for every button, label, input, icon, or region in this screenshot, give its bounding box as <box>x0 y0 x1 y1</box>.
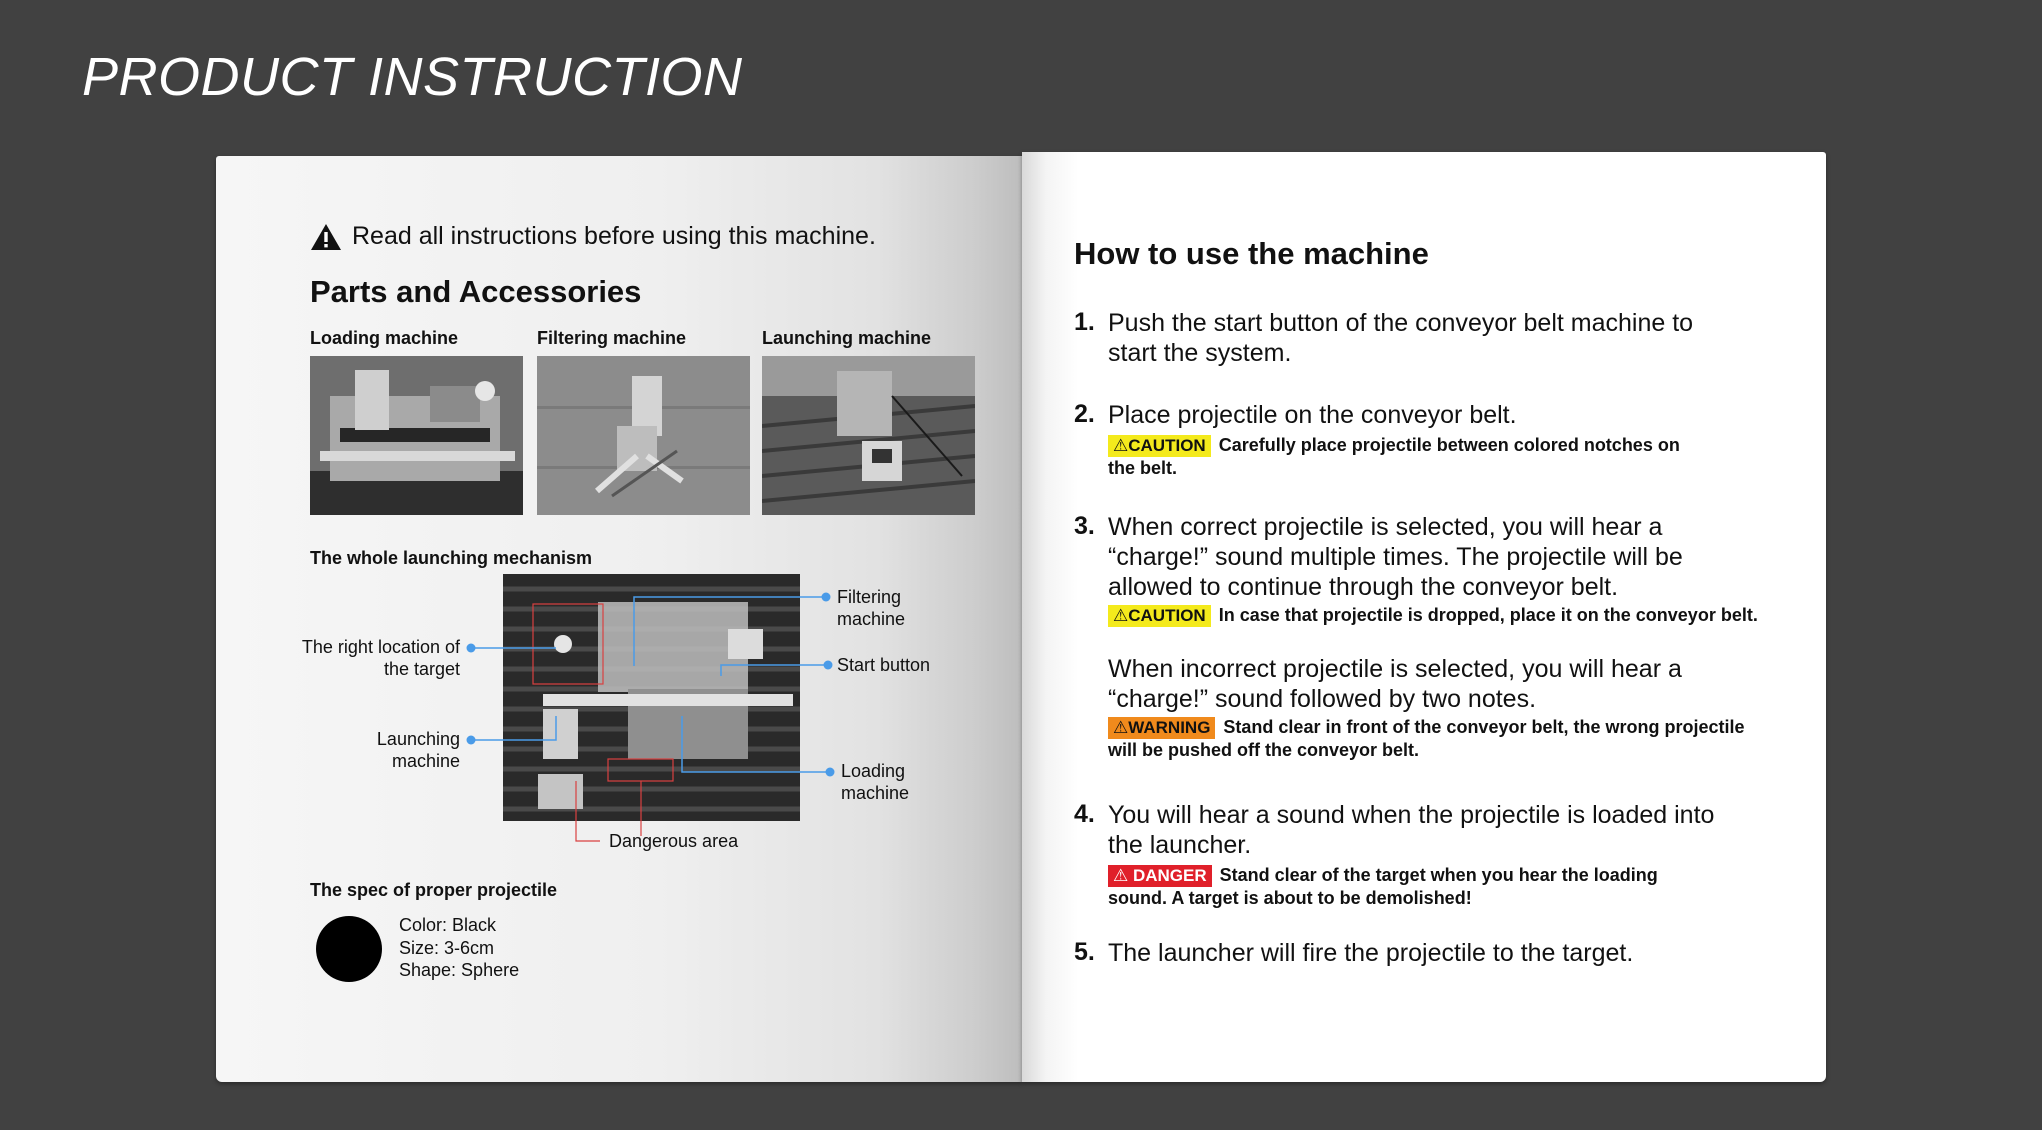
step-text-incorrect: When incorrect projectile is selected, you will hear a “charge!” sound followed by two notes. <box>1108 655 1682 713</box>
step-number: 5. <box>1074 938 1095 966</box>
callout-target: The right location of the target <box>301 637 460 679</box>
spec-heading: The spec of proper projectile <box>310 880 558 900</box>
right-page <box>1022 152 1826 1082</box>
part-label-filtering: Filtering machine <box>537 328 687 348</box>
caution-badge: ⚠CAUTION <box>1108 605 1211 627</box>
step-text: You will hear a sound when the projectile is loaded into the launcher. <box>1108 801 1715 859</box>
callout-launching: Launching machine <box>376 729 460 771</box>
instruction-booklet <box>216 152 1826 1084</box>
step-text: Push the start button of the conveyor belt machine to start the system. <box>1108 309 1694 367</box>
projectile-spec <box>399 914 519 982</box>
step-text: The launcher will fire the projectile to the target. <box>1108 939 1634 967</box>
callout-danger: Dangerous area <box>609 831 739 851</box>
step-text: When correct projectile is selected, you will hear a “charge!” sound multiple times. The projectile will be allowed to continue through the conveyor belt. <box>1108 513 1683 601</box>
callout-start: Start button <box>837 655 931 675</box>
callout-loading: Loading machine <box>841 761 910 803</box>
notice-text: Read all instructions before using this machine. <box>352 222 876 250</box>
spec-color: Color: Black <box>399 915 497 935</box>
step-number: 4. <box>1074 800 1095 828</box>
page-title: PRODUCT INSTRUCTION <box>82 47 743 107</box>
part-label-launching: Launching machine <box>762 328 932 348</box>
spec-size: Size: 3-6cm <box>399 937 495 958</box>
caution-note: ⚠CAUTION Carefully place projectile between colored notches on the belt. <box>1108 435 1680 478</box>
step-number: 3. <box>1074 512 1095 540</box>
parts-heading: Parts and Accessories <box>310 274 642 309</box>
step-number: 2. <box>1074 400 1095 428</box>
caution-badge: ⚠CAUTION <box>1108 435 1211 457</box>
part-label-loading: Loading machine <box>310 328 459 348</box>
spec-shape: Shape: Sphere <box>399 960 520 980</box>
how-to-heading: How to use the machine <box>1074 236 1429 271</box>
projectile-ball <box>316 916 382 982</box>
step-text: Place projectile on the conveyor belt. <box>1108 401 1517 429</box>
step-number: 1. <box>1074 308 1095 336</box>
caution-note: ⚠CAUTION In case that projectile is dropped, place it on the conveyor belt. <box>1108 604 1808 627</box>
danger-note: ⚠ DANGER Stand clear of the target when you hear the loading sound. A target is about to be demolished! <box>1108 865 1658 908</box>
warning-note: ⚠WARNING Stand clear in front of the conveyor belt, the wrong projectile will be pushed off the conveyor belt. <box>1108 717 1745 760</box>
danger-badge: ⚠ DANGER <box>1108 865 1212 887</box>
warning-badge: ⚠WARNING <box>1108 717 1215 739</box>
mechanism-heading: The whole launching mechanism <box>310 548 593 568</box>
left-page <box>216 156 1022 1082</box>
callout-filtering: Filtering machine <box>837 587 906 629</box>
